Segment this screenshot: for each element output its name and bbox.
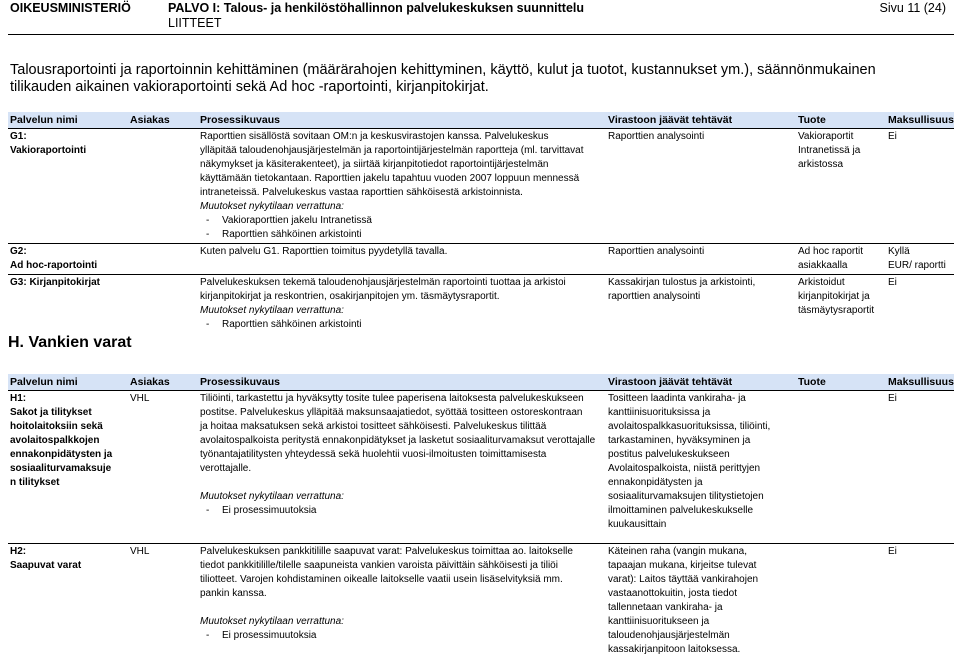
cell-line: Tiliöinti, tarkastettu ja hyväksytty tosite tulee paperisena laitoksesta palvelukeskukseen	[200, 392, 604, 406]
cell-line: Käteinen raha (vangin mukana,	[608, 545, 794, 559]
service-name-cell	[8, 544, 128, 658]
cell-line: täsmäytysraportit	[798, 304, 884, 318]
charging-cell	[886, 391, 954, 534]
col-header-service-name: Palvelun nimi	[8, 112, 128, 129]
cell-line: kirjanpitokirjat ja	[798, 290, 884, 304]
cell-line: Kyllä	[888, 245, 952, 259]
cell-line: Saapuvat varat	[10, 559, 126, 573]
cell-line: raporttien analysointi	[608, 290, 794, 304]
charging-cell	[886, 129, 954, 244]
cell-line: Ad hoc-raportointi	[10, 259, 126, 273]
dash-marker: -	[206, 214, 222, 228]
cell-line: Ei	[888, 276, 952, 290]
cell-line: pankin kanssa.	[200, 587, 604, 601]
charging-cell	[886, 275, 954, 334]
cell-line: n tilitykset	[10, 476, 126, 490]
cell-line: tiliotteet. Varojen kohdistaminen oikealle laitokselle vaatii usein lisäselvityksiä mm.	[200, 573, 604, 587]
cell-line: G2:	[10, 245, 126, 259]
cell-line: avolaitospalkkasuorituksissa, tiliöinti,	[608, 420, 794, 434]
changes-label: Muutokset nykytilaan verrattuna:	[200, 304, 604, 318]
table-row	[8, 544, 954, 658]
cell-line: Ad hoc raportit	[798, 245, 884, 259]
change-bullet	[200, 318, 604, 332]
dash-marker: -	[206, 629, 222, 643]
cell-line: hoitolaitoksiin sekä	[10, 420, 126, 434]
changes-label: Muutokset nykytilaan verrattuna:	[200, 200, 604, 214]
cell-line: kuukausittain	[608, 518, 794, 532]
bullet-text: Raporttien sähköinen arkistointi	[222, 229, 362, 240]
header-divider	[8, 34, 954, 35]
product-cell	[796, 129, 886, 244]
process-cell	[198, 391, 606, 534]
col-header-agency-tasks: Virastoon jäävät tehtävät	[606, 374, 796, 391]
cell-line: asiakkaalla	[798, 259, 884, 273]
services-table-h	[8, 374, 954, 658]
document-subtitle: LIITTEET	[168, 16, 221, 30]
table-row	[8, 244, 954, 275]
dash-marker: -	[206, 318, 222, 332]
cell-line: sosiaaliturvamaksujen tilitystietojen	[608, 490, 794, 504]
cell-line: avolaitospalkkojen	[10, 434, 126, 448]
customer-cell: VHL	[128, 391, 198, 534]
customer-cell: VHL	[128, 544, 198, 658]
process-cell	[198, 544, 606, 658]
cell-line: Vakioraportointi	[10, 144, 126, 158]
cell-line: kirjanpitokirjat ja reskontrien, osakirjanpitojen ym. täsmäytysraportit.	[200, 290, 604, 304]
cell-line: tiedot pankkitilille/tilelle saapuneista vankien varoista päivittäin sähköisesti ja tiliöi	[200, 559, 604, 573]
cell-line: G3: Kirjanpitokirjat	[10, 276, 126, 290]
cell-line: varat): Laitos täyttää vankirahojen	[608, 573, 794, 587]
cell-line: Kuten palvelu G1. Raporttien toimitus pyydetyllä tavalla.	[200, 245, 604, 259]
table-header-row	[8, 374, 954, 391]
cell-line: ilmoittaminen palvelukeskukselle	[608, 504, 794, 518]
agency-tasks-cell	[606, 129, 796, 244]
cell-line: Tositteen laadinta vankiraha- ja	[608, 392, 794, 406]
cell-line: Raporttien analysointi	[608, 245, 794, 259]
cell-line: taloudenohjausjärjestelmän	[608, 629, 794, 643]
page-header	[0, 0, 960, 33]
customer-cell	[128, 244, 198, 275]
cell-line: kanttiinisuoritukseen ja	[608, 615, 794, 629]
spacer	[200, 601, 604, 615]
service-name-cell	[8, 244, 128, 275]
cell-line: Intranetissä ja	[798, 144, 884, 158]
cell-line: arkistossa	[798, 158, 884, 172]
intro-paragraph: Talousraportointi ja raportoinnin kehittäminen (määrärahojen kehittyminen, käyttö, kulut ja tuotot, kustannukset ym.), säännönmukainen tilikauden aikainen vakioraportointi sekä Ad hoc -raportointi, kirjanpitokirjat.	[10, 62, 940, 96]
services-table-g	[8, 112, 954, 333]
cell-line: tapaajan mukana, kirjeitse tulevat	[608, 559, 794, 573]
row-spacer	[8, 533, 954, 544]
table-header-row	[8, 112, 954, 129]
cell-line: Vakioraportit	[798, 130, 884, 144]
changes-label: Muutokset nykytilaan verrattuna:	[200, 490, 604, 504]
cell-line: Palvelukeskuksen pankkitilille saapuvat varat: Palvelukeskus toimittaa ao. laitokselle	[200, 545, 604, 559]
service-name-cell	[8, 275, 128, 334]
process-cell	[198, 244, 606, 275]
cell-line: verottajalle.	[200, 462, 604, 476]
charging-cell	[886, 544, 954, 658]
col-header-process: Prosessikuvaus	[198, 112, 606, 129]
cell-line: tarkastaminen, hyväksyminen ja	[608, 434, 794, 448]
cell-line: avolaitospalkoista peritystä ennakonpidätykset ja lasketut sosiaaliturvamaksut verottajalle	[200, 434, 604, 448]
cell-line: ylläpitää taloudenohjausjärjestelmän ja raportointijärjestelmän raportteja (ml. tarvittavat	[200, 144, 604, 158]
cell-line: Raporttien analysointi	[608, 130, 794, 144]
col-header-process: Prosessikuvaus	[198, 374, 606, 391]
cell-line: EUR/ raportti	[888, 259, 952, 273]
organization-name: OIKEUSMINISTERIÖ	[10, 1, 131, 15]
spacer-cell	[8, 533, 954, 544]
cell-line: H2:	[10, 545, 126, 559]
customer-cell	[128, 129, 198, 244]
customer-cell	[128, 275, 198, 334]
change-bullet	[200, 228, 604, 242]
cell-line: kassakirjanpitoon laitoksessa.	[608, 643, 794, 657]
table-row	[8, 275, 954, 334]
document-title: PALVO I: Talous- ja henkilöstöhallinnon palvelukeskuksen suunnittelu	[168, 1, 584, 15]
product-cell	[796, 544, 886, 658]
section-heading: H. Vankien varat	[8, 334, 132, 352]
table-row	[8, 391, 954, 534]
agency-tasks-cell	[606, 275, 796, 334]
col-header-customer: Asiakas	[128, 112, 198, 129]
dash-marker: -	[206, 228, 222, 242]
col-header-agency-tasks: Virastoon jäävät tehtävät	[606, 112, 796, 129]
col-header-product: Tuote	[796, 112, 886, 129]
cell-line: Ei	[888, 545, 952, 559]
cell-line: näkymykset ja käsiterakenteet), ja siirtää kirjanpitotiedot raportointijärjestelmän	[200, 158, 604, 172]
cell-line: ennakonpidätysten ja	[608, 476, 794, 490]
col-header-customer: Asiakas	[128, 374, 198, 391]
cell-line: Ei	[888, 392, 952, 406]
cell-line: tallennetaan vankiraha- ja	[608, 601, 794, 615]
change-bullet	[200, 504, 604, 518]
process-cell	[198, 129, 606, 244]
cell-line: ennakonpidätysten ja	[10, 448, 126, 462]
cell-line: intraneteissä. Palvelukeskus vastaa raporttien sähköisestä arkistoinnista.	[200, 186, 604, 200]
agency-tasks-cell	[606, 544, 796, 658]
table-row	[8, 129, 954, 244]
cell-line: postitse. Palvelukeskus ylläpitää maksunsaajatiedot, syöttää tositteen ostoreskontraan	[200, 406, 604, 420]
agency-tasks-cell	[606, 391, 796, 534]
cell-line: Arkistoidut	[798, 276, 884, 290]
cell-line: kanttiinisuorituksissa ja	[608, 406, 794, 420]
bullet-text: Raporttien sähköinen arkistointi	[222, 319, 362, 330]
product-cell	[796, 391, 886, 534]
bullet-text: Ei prosessimuutoksia	[222, 505, 316, 516]
product-cell	[796, 244, 886, 275]
cell-line: vastaanottokuitin, josta tiedot	[608, 587, 794, 601]
dash-marker: -	[206, 504, 222, 518]
service-name-cell	[8, 129, 128, 244]
cell-line: Avolaitospalkoista, niistä perittyjen	[608, 462, 794, 476]
bullet-text: Vakioraporttien jakelu Intranetissä	[222, 215, 372, 226]
cell-line: työnantajatilitysten yhteydessä sekä huolehtii vuosi-ilmoitusten toimittamisesta	[200, 448, 604, 462]
cell-line: Kassakirjan tulostus ja arkistointi,	[608, 276, 794, 290]
change-bullet	[200, 629, 604, 643]
change-bullet	[200, 214, 604, 228]
spacer	[200, 476, 604, 490]
bullet-text: Ei prosessimuutoksia	[222, 630, 316, 641]
process-cell	[198, 275, 606, 334]
cell-line: ja hoitaa maksatuksen sekä arkistoi tositteet sähköisesti. Palvelukeskus tilittää	[200, 420, 604, 434]
col-header-charging: Maksullisuus	[886, 112, 954, 129]
col-header-charging: Maksullisuus	[886, 374, 954, 391]
charging-cell	[886, 244, 954, 275]
product-cell	[796, 275, 886, 334]
service-name-cell	[8, 391, 128, 534]
cell-line: Sakot ja tilitykset	[10, 406, 126, 420]
changes-label: Muutokset nykytilaan verrattuna:	[200, 615, 604, 629]
col-header-service-name: Palvelun nimi	[8, 374, 128, 391]
cell-line: Palvelukeskuksen tekemä taloudenohjausjärjestelmän raportointi tuottaa ja arkistoi	[200, 276, 604, 290]
cell-line: Raporttien sisällöstä sovitaan OM:n ja keskusvirastojen kanssa. Palvelukeskus	[200, 130, 604, 144]
cell-line: G1:	[10, 130, 126, 144]
cell-line: postitus palvelukeskukseen	[608, 448, 794, 462]
cell-line: käyttämään tietokantaan. Raporttien jakelu tapahtuu vuoden 2007 loppuun mennessä	[200, 172, 604, 186]
col-header-product: Tuote	[796, 374, 886, 391]
page-number: Sivu 11 (24)	[880, 1, 946, 15]
agency-tasks-cell	[606, 244, 796, 275]
cell-line: Ei	[888, 130, 952, 144]
cell-line: H1:	[10, 392, 126, 406]
cell-line: sosiaaliturvamaksuje	[10, 462, 126, 476]
